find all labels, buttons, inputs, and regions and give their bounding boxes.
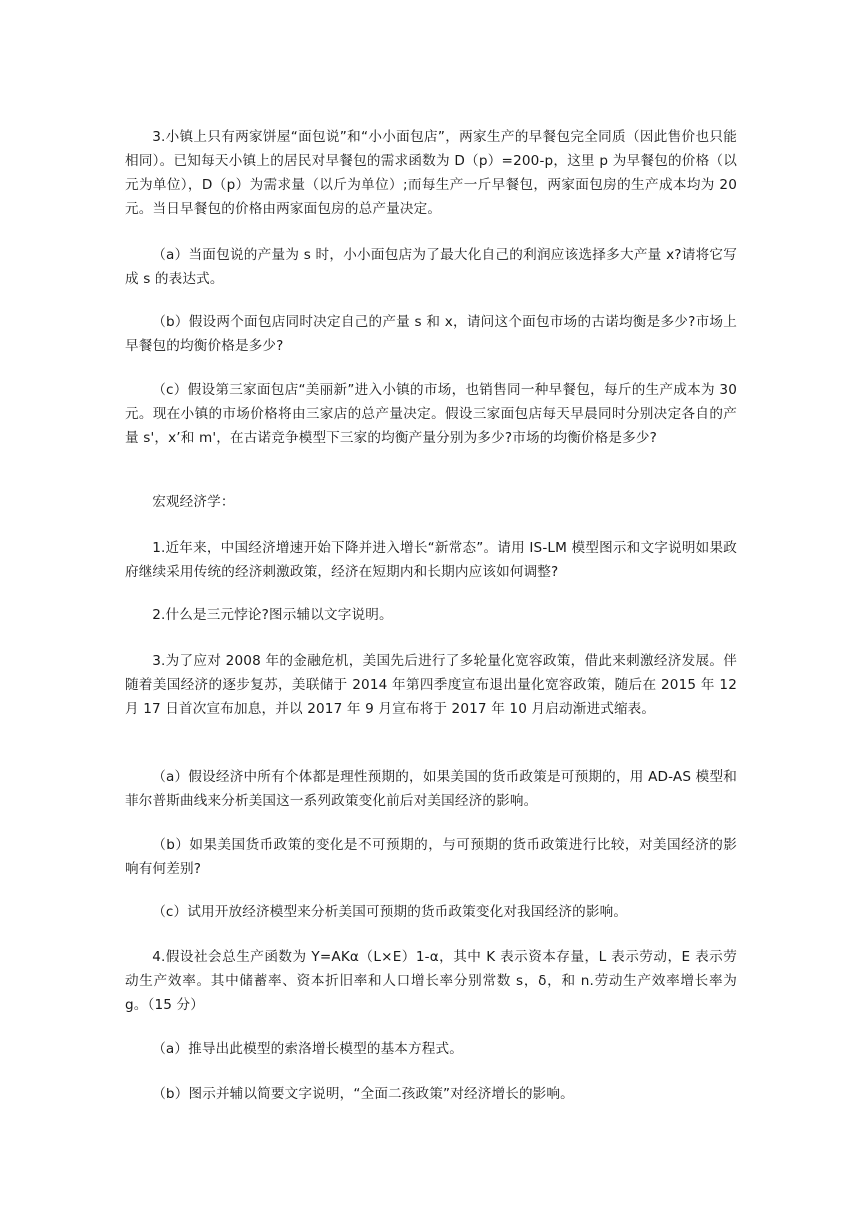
macro-question-4b: （b）图示并辅以简要文字说明，“全面二孩政策”对经济增长的影响。 (152, 1086, 574, 1102)
section-heading-macroeconomics: 宏观经济学： (152, 494, 235, 510)
macro-question-4a: （a）推导出此模型的索洛增长模型的基本方程式。 (152, 1041, 464, 1057)
macro-question-3c: （c）试用开放经济模型来分析美国可预期的货币政策变化对我国经济的影响。 (152, 904, 628, 920)
macro-question-4: 4.假设社会总生产函数为 Y=AKα（L×E）1-α，其中 K 表示资本存量，L 表示劳动，E 表示劳动生产效率。其中储蓄率、资本折旧率和人口增长率分别常数 s，δ，和 n.劳动生产效率增长率为 g。（15 分） (125, 949, 737, 1013)
macro-question-2: 2.什么是三元悖论?图示辅以文字说明。 (152, 607, 393, 623)
macro-question-3a: （a）假设经济中所有个体都是理性预期的，如果美国的货币政策是可预期的，用 AD-AS 模型和菲尔普斯曲线来分析美国这一系列政策变化前后对美国经济的影响。 (125, 769, 737, 809)
question-3b: （b）假设两个面包店同时决定自己的产量 s 和 x，请问这个面包市场的古诺均衡是多少?市场上早餐包的均衡价格是多少? (125, 314, 737, 354)
macro-question-3b: （b）如果美国货币政策的变化是不可预期的，与可预期的货币政策进行比较，对美国经济的影响有何差别? (125, 837, 737, 877)
question-3c: （c）假设第三家面包店“美丽新”进入小镇的市场，也销售同一种早餐包，每斤的生产成本为 30 元。现在小镇的市场价格将由三家店的总产量决定。假设三家面包店每天早晨同时分别决定各自的产量 s'，x’和 m'，在古诺竞争模型下三家的均衡产量分别为多少?市场的均衡价格是多少? (125, 382, 737, 446)
question-3a: （a）当面包说的产量为 s 时，小小面包店为了最大化自己的利润应该选择多大产量 x?请将它写成 s 的表达式。 (125, 247, 737, 287)
macro-question-3: 3.为了应对 2008 年的金融危机，美国先后进行了多轮量化宽容政策，借此来刺激经济发展。伴随着美国经济的逐步复苏，美联储于 2014 年第四季度宣布退出量化宽容政策，随后在 2015 年 12 月 17 日首次宣布加息，并以 2017 年 9 月宣布将于 2017 年 10 月启动渐进式缩表。 (125, 653, 737, 717)
question-3-cournot-intro: 3.小镇上只有两家饼屋“面包说”和“小小面包店”，两家生产的早餐包完全同质（因此售价也只能相同）。已知每天小镇上的居民对早餐包的需求函数为 D（p）=200-p，这里 p 为早餐包的价格（以元为单位），D（p）为需求量（以斤为单位）;而每生产一斤早餐包，两家面包房的生产成本均为 20 元。当日早餐包的价格由两家面包房的总产量决定。 (125, 129, 737, 217)
macro-question-1: 1.近年来，中国经济增速开始下降并进入增长“新常态”。请用 IS-LM 模型图示和文字说明如果政府继续采用传统的经济刺激政策，经济在短期内和长期内应该如何调整? (125, 540, 737, 580)
